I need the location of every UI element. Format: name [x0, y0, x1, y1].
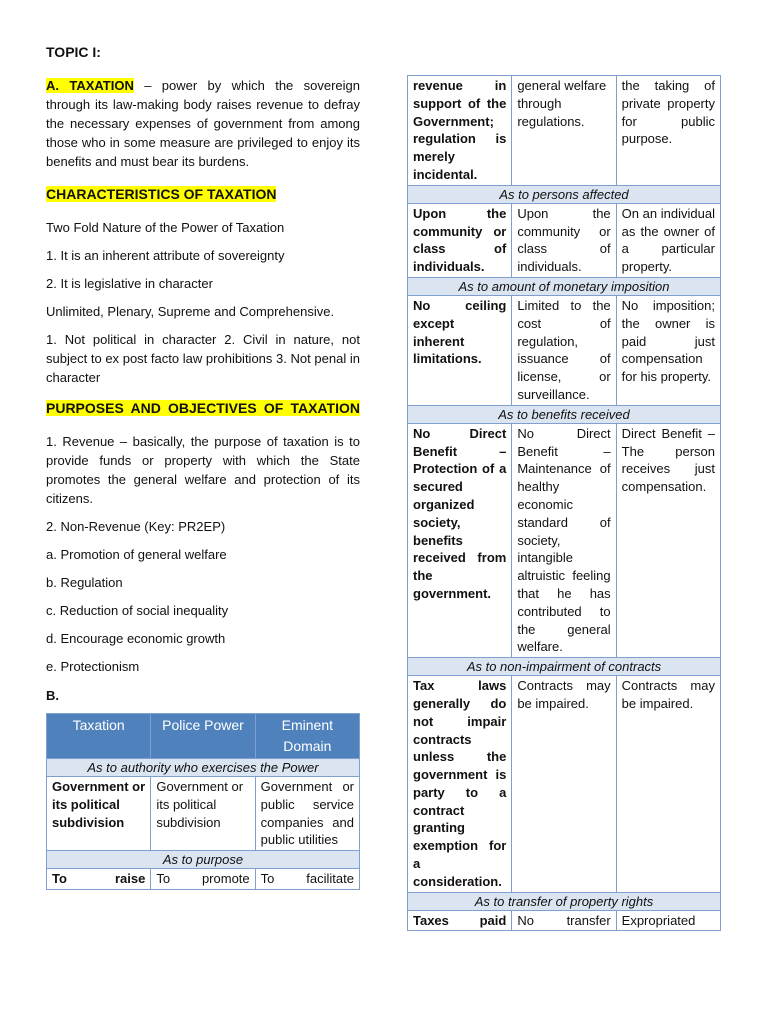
- comparison-table-left: [46, 713, 360, 890]
- purpose-item: d. Encourage economic growth: [46, 631, 226, 646]
- cell-police-power: No transfer: [512, 910, 616, 931]
- non-revenue-line: 2. Non-Revenue (Key: PR2EP): [46, 519, 226, 534]
- header-police-power: Police Power: [151, 714, 255, 759]
- cell-police-power: Contracts may be impaired.: [512, 676, 616, 893]
- table-row: [47, 759, 360, 777]
- taxation-label: A. TAXATION: [46, 78, 134, 93]
- cell-police-power: To promote: [151, 869, 255, 890]
- table-row: [47, 851, 360, 869]
- characteristics-line: 1. Not political in character 2. Civil in nature, not subject to ex post facto law prohibitions 3. Not penal in character: [46, 332, 360, 385]
- cell-police-power: Upon the community or class of individuals.: [512, 203, 616, 277]
- band-purpose: As to purpose: [47, 851, 360, 869]
- purpose-item: c. Reduction of social inequality: [46, 603, 229, 618]
- band-authority: As to authority who exercises the Power: [47, 759, 360, 777]
- table-row: [408, 295, 721, 405]
- cell-taxation: revenue in support of the Government; regulation is merely incidental.: [408, 76, 512, 186]
- band-persons: As to persons affected: [408, 185, 721, 203]
- table-row: [408, 423, 721, 657]
- cell-police-power: Limited to the cost of regulation, issuance of license, or surveillance.: [512, 295, 616, 405]
- characteristics-line: 1. It is an inherent attribute of sovereignty: [46, 248, 285, 263]
- table-row: [408, 76, 721, 186]
- right-column: [407, 75, 721, 931]
- table-row: [47, 777, 360, 851]
- characteristics-line: Unlimited, Plenary, Supreme and Comprehensive.: [46, 304, 335, 319]
- taxation-definition: [46, 76, 360, 171]
- cell-eminent-domain: No imposition; the owner is paid just compensation for his property.: [616, 295, 720, 405]
- section-b-label: B.: [46, 688, 59, 703]
- cell-taxation: Tax laws generally do not impair contracts unless the government is party to a contract granting exemption for a consideration.: [408, 676, 512, 893]
- cell-eminent-domain: Direct Benefit – The person receives just compensation.: [616, 423, 720, 657]
- cell-eminent-domain: Contracts may be impaired.: [616, 676, 720, 893]
- revenue-paragraph: 1. Revenue – basically, the purpose of taxation is to provide funds or property with which the State promotes the general welfare and protection of its citizens.: [46, 434, 360, 506]
- cell-eminent-domain: To facilitate: [255, 869, 359, 890]
- table-row: [408, 277, 721, 295]
- header-eminent-domain: Eminent Domain: [255, 714, 359, 759]
- purpose-item: b. Regulation: [46, 575, 123, 590]
- cell-police-power: No Direct Benefit – Maintenance of healthy economic standard of society, intangible altruistic feeling that he has contributed to the general welfare.: [512, 423, 616, 657]
- band-benefits: As to benefits received: [408, 405, 721, 423]
- cell-eminent-domain: Government or public service companies and public utilities: [255, 777, 359, 851]
- purpose-item: e. Protectionism: [46, 659, 140, 674]
- purposes-heading: PURPOSES AND OBJECTIVES OF TAXATION: [46, 400, 360, 416]
- band-amount: As to amount of monetary imposition: [408, 277, 721, 295]
- cell-taxation: Government or its political subdivision: [47, 777, 151, 851]
- purpose-item: a. Promotion of general welfare: [46, 547, 227, 562]
- cell-police-power: general welfare through regulations.: [512, 76, 616, 186]
- characteristics-line: 2. It is legislative in character: [46, 276, 213, 291]
- table-header-row: [47, 714, 360, 759]
- characteristics-line: Two Fold Nature of the Power of Taxation: [46, 220, 285, 235]
- cell-taxation: No Direct Benefit – Protection of a secured organized society, benefits received from the government.: [408, 423, 512, 657]
- table-row: [408, 203, 721, 277]
- table-row: [408, 185, 721, 203]
- characteristics-heading: CHARACTERISTICS OF TAXATION: [46, 186, 277, 202]
- table-row: [408, 658, 721, 676]
- table-row: [408, 676, 721, 893]
- cell-taxation: Upon the community or class of individuals.: [408, 203, 512, 277]
- table-row: [408, 405, 721, 423]
- cell-eminent-domain: On an individual as the owner of a particular property.: [616, 203, 720, 277]
- cell-taxation: No ceiling except inherent limitations.: [408, 295, 512, 405]
- cell-police-power: Government or its political subdivision: [151, 777, 255, 851]
- topic-title: TOPIC I:: [46, 44, 101, 60]
- header-taxation: Taxation: [47, 714, 151, 759]
- cell-eminent-domain: the taking of private property for public purpose.: [616, 76, 720, 186]
- band-contracts: As to non-impairment of contracts: [408, 658, 721, 676]
- comparison-table-right: [407, 75, 721, 931]
- table-row: [408, 910, 721, 931]
- cell-eminent-domain: Expropriated: [616, 910, 720, 931]
- cell-taxation: Taxes paid: [408, 910, 512, 931]
- cell-taxation: To raise: [47, 869, 151, 890]
- table-row: [47, 869, 360, 890]
- table-row: [408, 892, 721, 910]
- taxation-definition-text: – power by which the sovereign through its law-making body raises revenue to defray the necessary expenses of government from among those who in some measure are privileged to enjoy its benefits and must bear its burdens.: [46, 78, 361, 169]
- left-column: [46, 40, 360, 890]
- band-transfer: As to transfer of property rights: [408, 892, 721, 910]
